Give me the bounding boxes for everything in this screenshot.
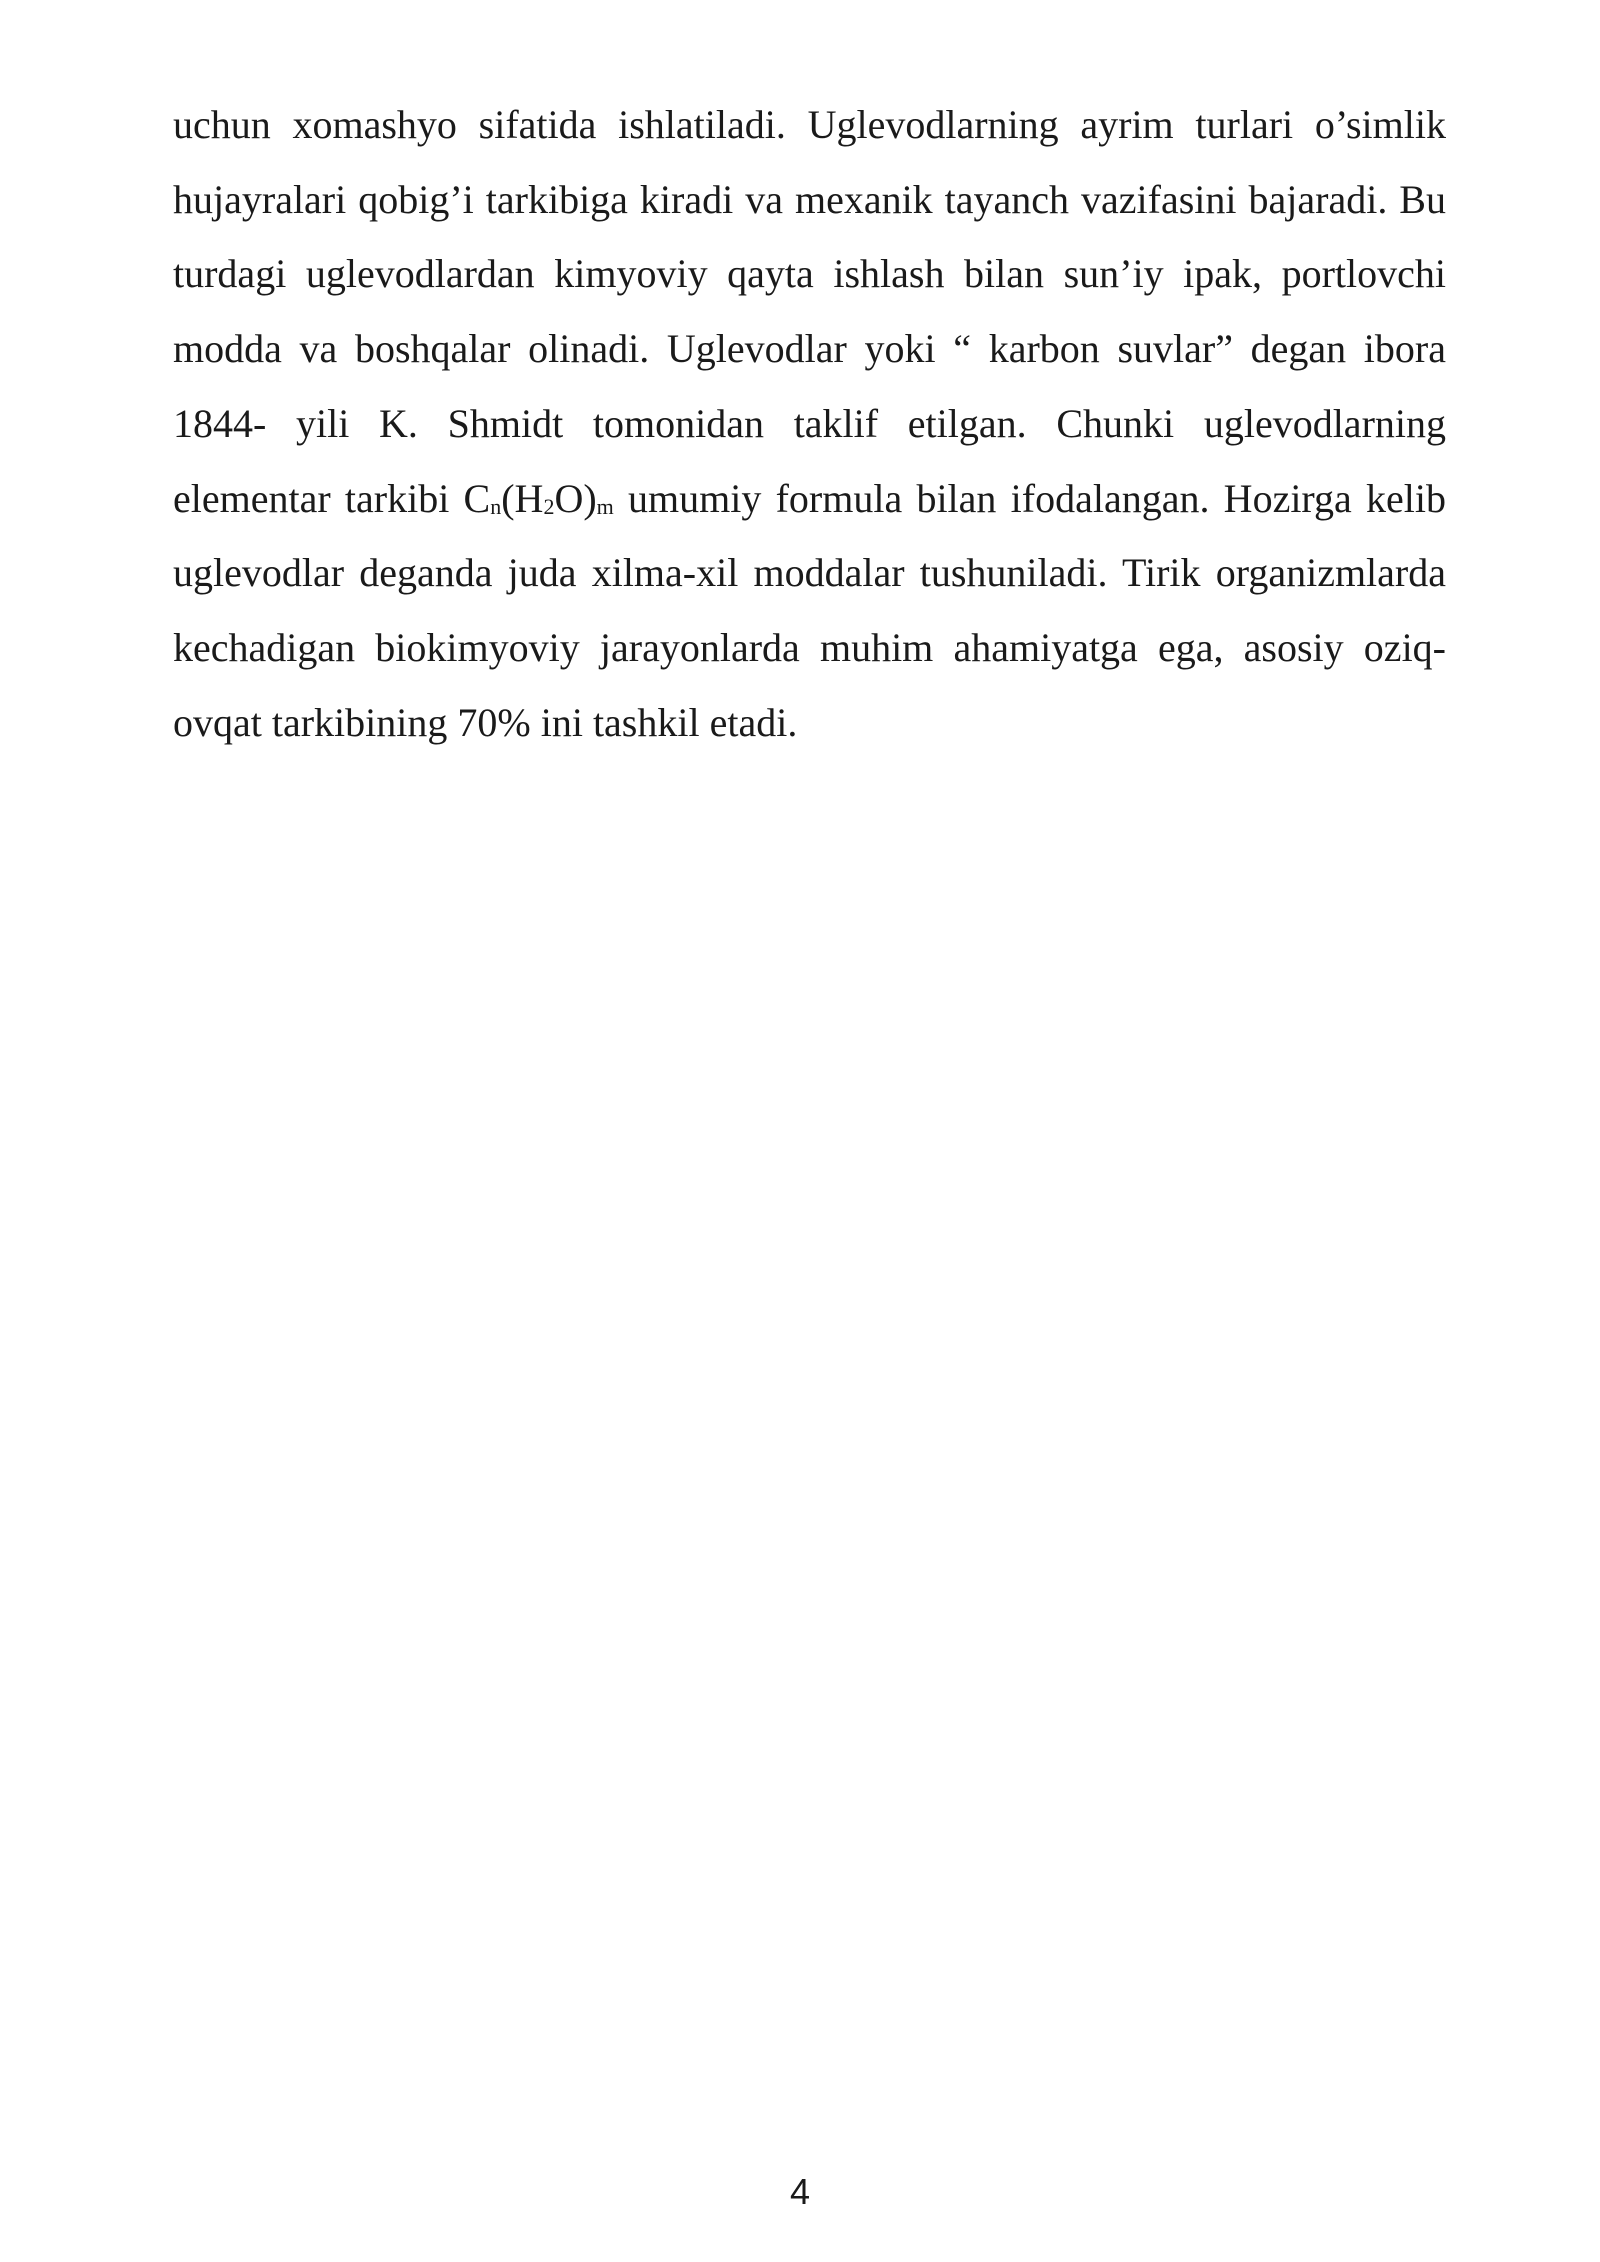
body-paragraph: [173, 88, 1446, 760]
formula-subscript-2: 2: [543, 493, 555, 519]
formula-open-hydrogen: (H: [501, 475, 544, 521]
formula-carbon: C: [463, 475, 491, 521]
paragraph-text-after-formula: umumiy formula bilan ifodalangan. Hozirga kelib uglevodlar deganda juda xilma-xil moddalar tushuniladi. Tirik organizmlarda kechadigan biokimyoviy jarayonlarda muhim ahamiyatga ega, asosiy oziq-ovqat tarkibining 70% ini tashkil etadi.: [173, 475, 1446, 745]
page-number: 4: [789, 2171, 811, 2212]
chemical-formula: [464, 476, 614, 521]
formula-close-oxygen: O): [554, 475, 597, 521]
formula-subscript-m: m: [596, 493, 614, 519]
formula-subscript-n: n: [490, 493, 502, 519]
paragraph-text-before-formula: uchun xomashyo sifatida ishlatiladi. Uglevodlarning ayrim turlari o’simlik hujayralari qobig’i tarkibiga kiradi va mexanik tayanch vazifasini bajaradi. Bu turdagi uglevodlardan kimyoviy qayta ishlash bilan sun’iy ipak, portlovchi modda va boshqalar olinadi. Uglevodlar yoki “ karbon suvlar” degan ibora 1844- yili K. Shmidt tomonidan taklif etilgan. Chunki uglevodlarning elementar tarkibi: [173, 102, 1446, 521]
